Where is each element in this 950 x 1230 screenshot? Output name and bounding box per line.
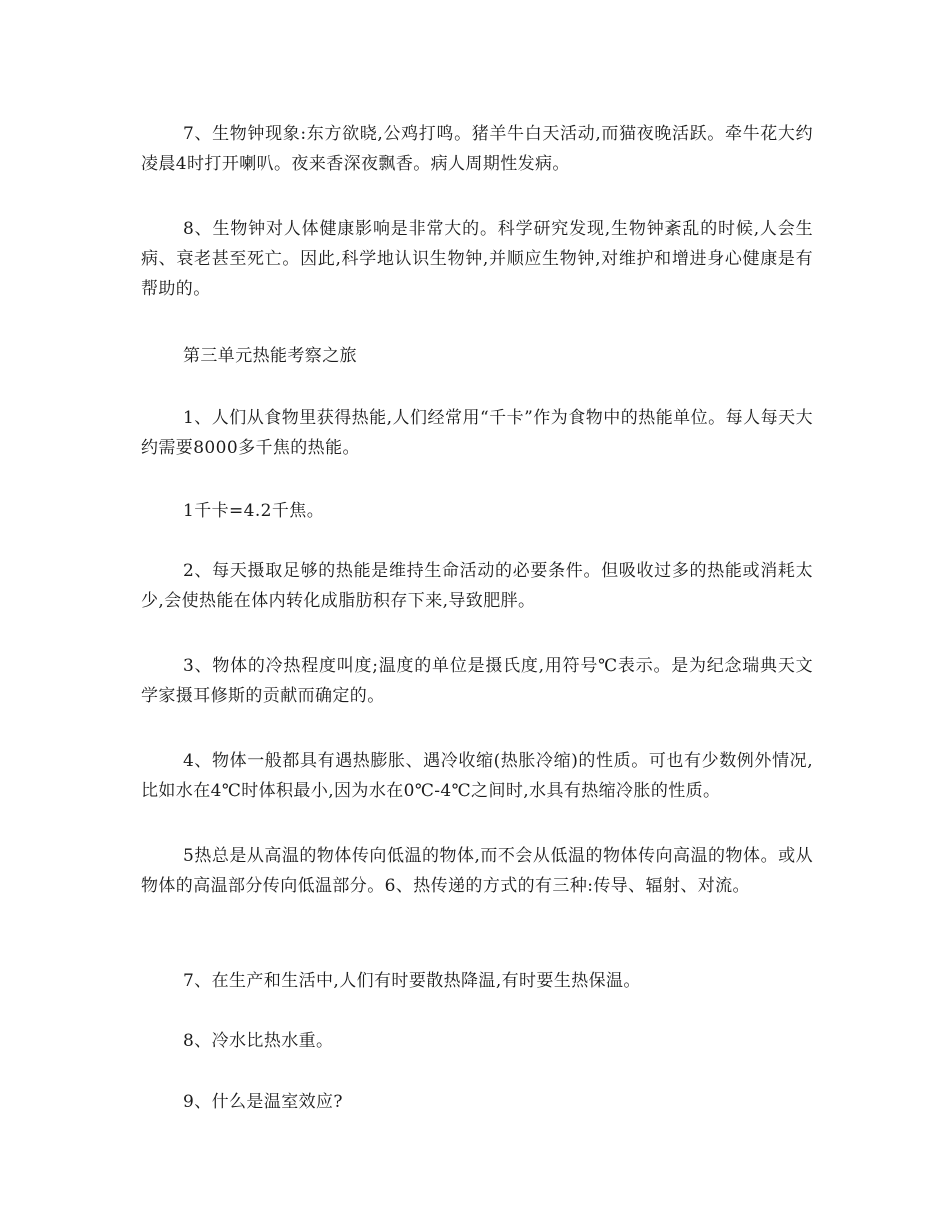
paragraph-heat-energy-food: 1、人们从食物里获得热能,人们经常用“千卡”作为食物中的热能单位。每人每天大约需要8000多千焦的热能。 xyxy=(141,408,813,458)
paragraph-kcal-conversion: 1千卡=4.2千焦。 xyxy=(183,501,325,521)
paragraph-cold-water-heavier: 8、冷水比热水重。 xyxy=(183,1031,334,1051)
paragraph-greenhouse-question: 9、什么是温室效应? xyxy=(183,1092,343,1112)
paragraph-cooling-warming: 7、在生产和生活中,人们有时要散热降温,有时要生热保温。 xyxy=(183,971,641,991)
paragraph-thermal-expansion: 4、物体一般都具有遇热膨胀、遇冷收缩(热胀冷缩)的性质。可也有少数例外情况,比如水在4℃时体积最小,因为水在0℃-4℃之间时,水具有热缩冷胀的性质。 xyxy=(141,751,813,801)
paragraph-biological-clock-health: 8、生物钟对人体健康影响是非常大的。科学研究发现,生物钟紊乱的时候,人会生病、衰老甚至死亡。因此,科学地认识生物钟,并顺应生物钟,对维护和增进身心健康是有帮助的。 xyxy=(141,219,813,299)
paragraph-temperature-unit: 3、物体的冷热程度叫度;温度的单位是摄氏度,用符号℃表示。是为纪念瑞典天文学家摄耳修斯的贡献而确定的。 xyxy=(141,656,813,706)
paragraph-energy-intake: 2、每天摄取足够的热能是维持生命活动的必要条件。但吸收过多的热能或消耗太少,会使热能在体内转化成脂肪积存下来,导致肥胖。 xyxy=(141,561,813,611)
paragraph-heat-transfer: 5热总是从高温的物体传向低温的物体,而不会从低温的物体传向高温的物体。或从物体的高温部分传向低温部分。6、热传递的方式的有三种:传导、辐射、对流。 xyxy=(141,846,813,896)
paragraph-biological-clock-phenomena: 7、生物钟现象:东方欲晓,公鸡打鸣。猪羊牛白天活动,而猫夜晚活跃。牵牛花大约凌晨4时打开喇叭。夜来香深夜飘香。病人周期性发病。 xyxy=(141,124,813,174)
section-heading-unit-three: 第三单元热能考察之旅 xyxy=(183,346,357,366)
